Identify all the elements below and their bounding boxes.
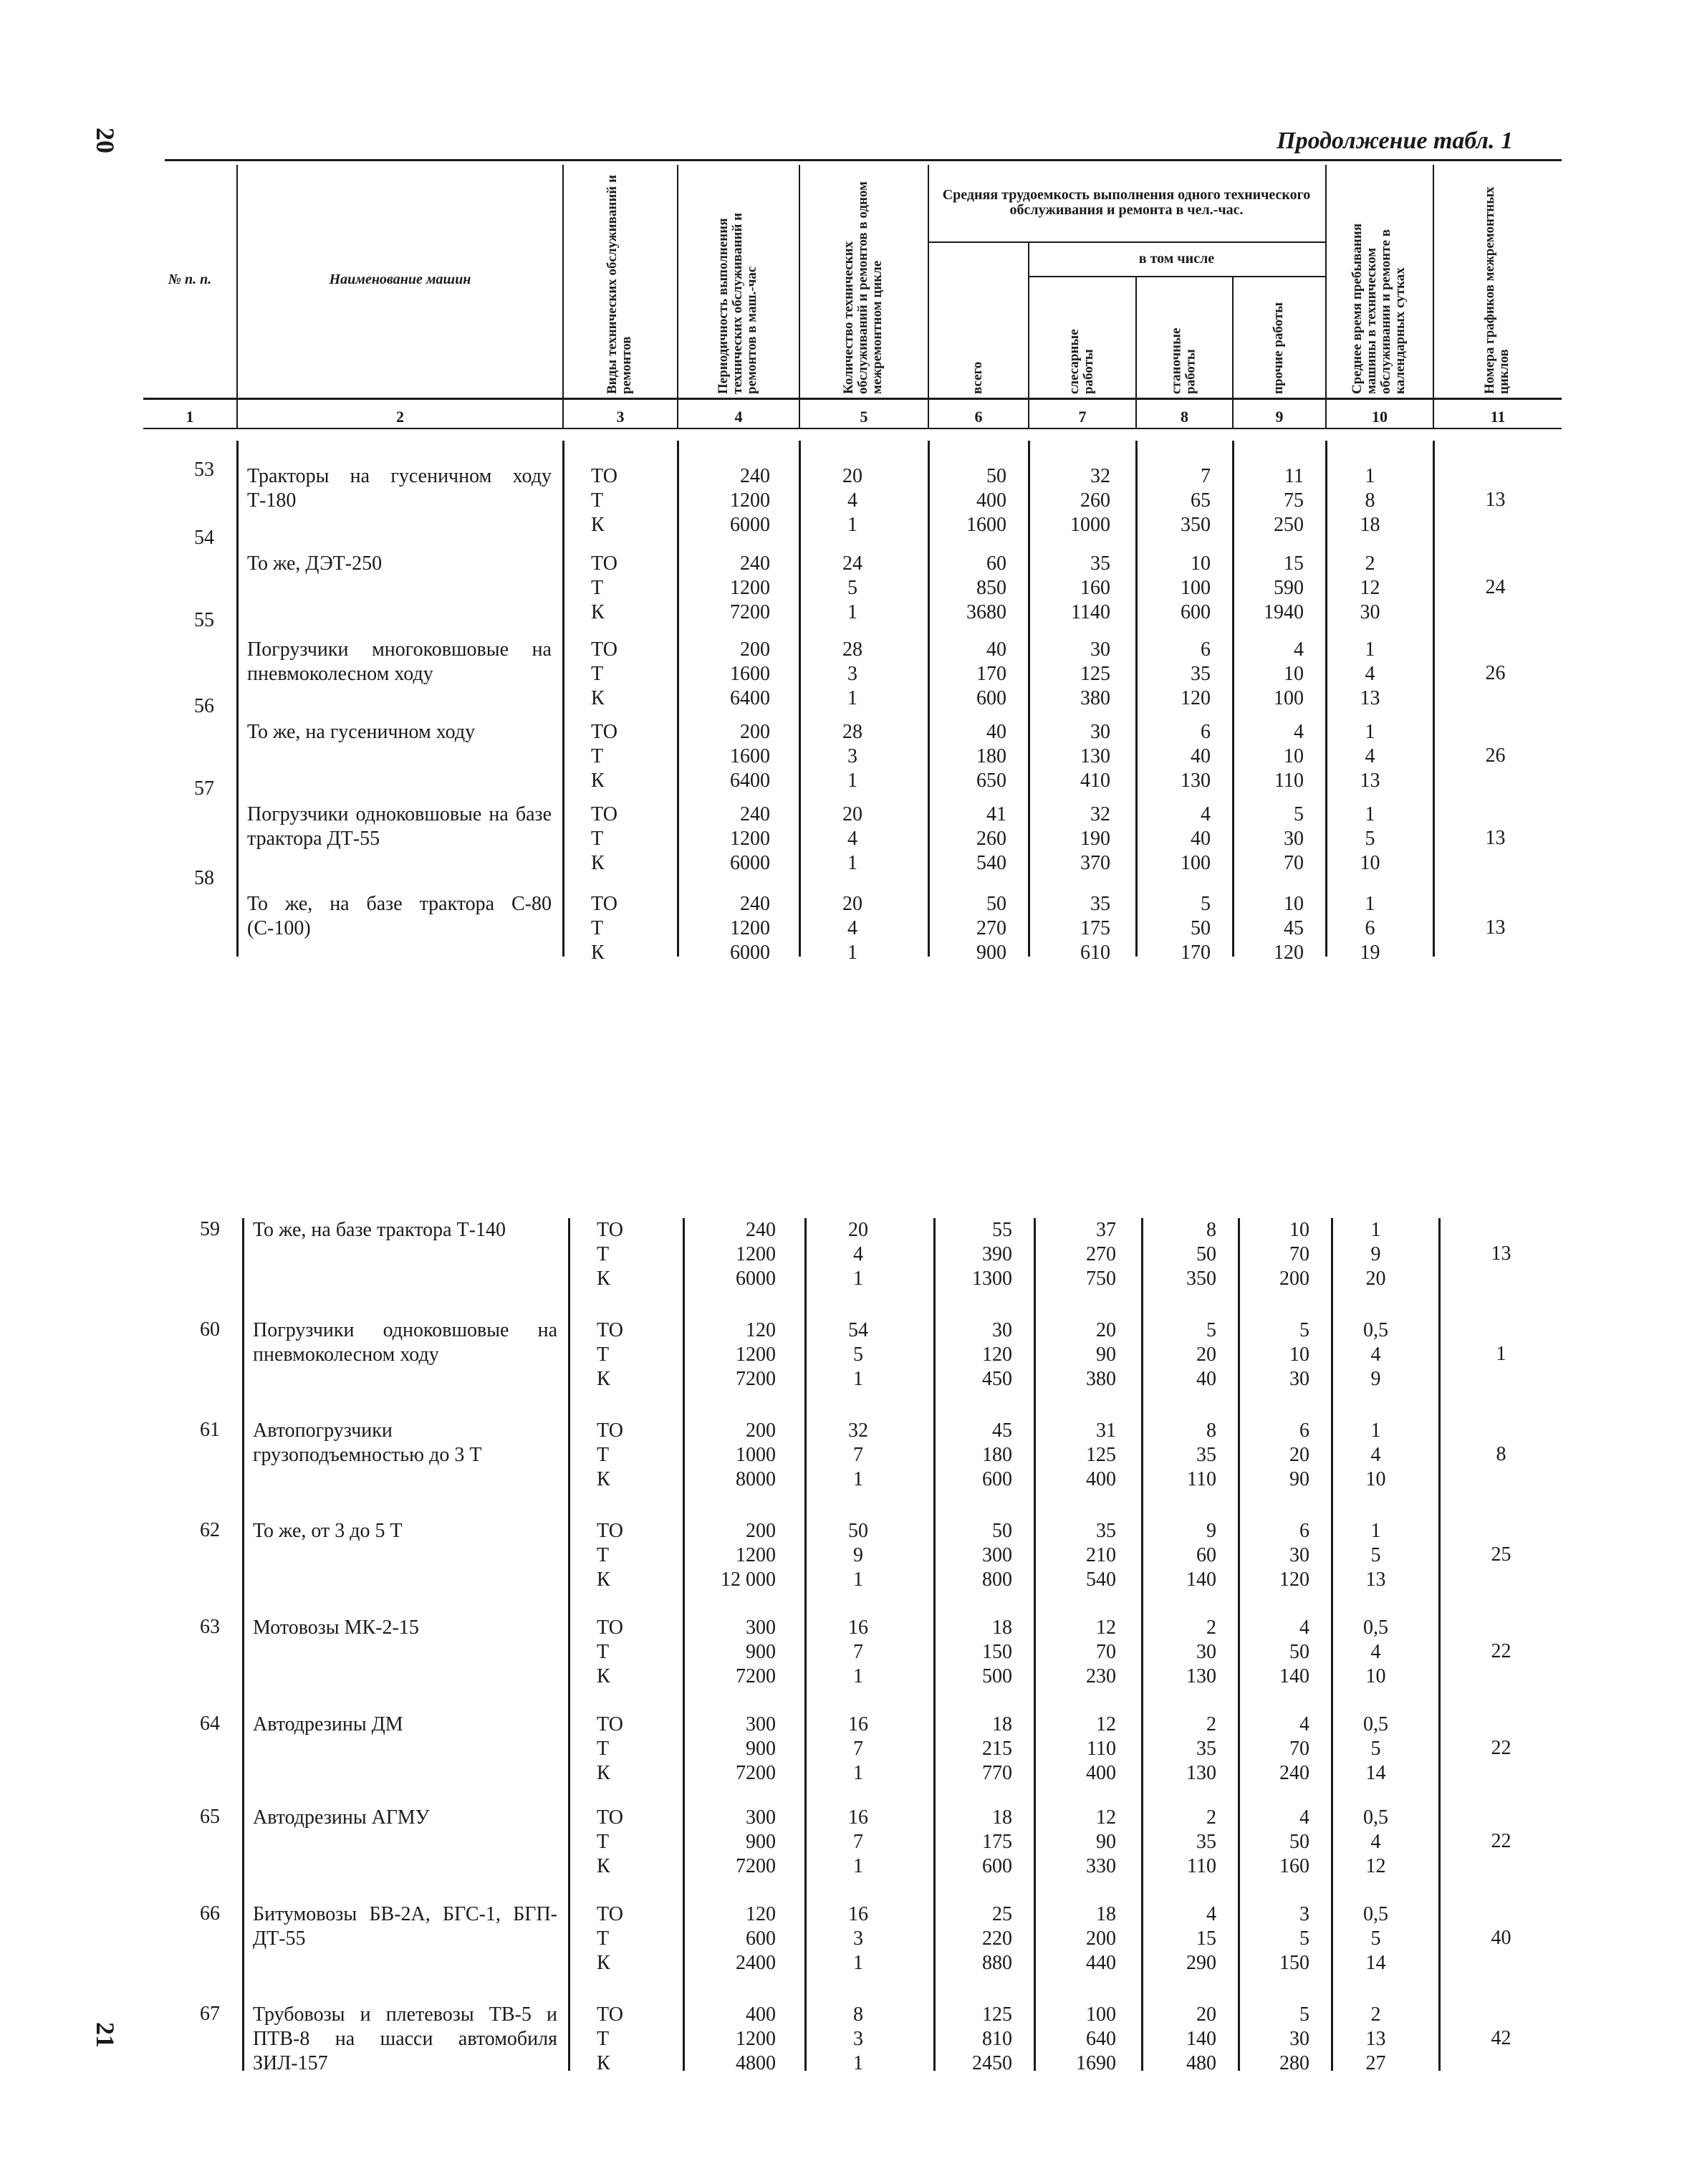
graph-number: 24 [1485,576,1506,598]
cell-c10: 1 8 18 [1360,465,1380,536]
row-number: 61 [200,1419,220,1441]
cell-c6: 50 300 800 [982,1520,1012,1591]
cell-c6: 50 400 1600 [966,465,1006,536]
col-number-5: 5 [860,408,868,426]
body-vline [683,1218,685,2071]
cell-c9: 6 30 120 [1279,1520,1309,1591]
cell-c6: 18 175 600 [982,1806,1012,1877]
cell-c8: 4 15 290 [1186,1903,1216,1974]
cell-c5: 16 3 1 [848,1903,868,1974]
maintenance-kinds: ТО Т К [597,1219,623,1290]
body-vline [1141,1218,1143,2071]
cell-c6: 30 120 450 [982,1319,1012,1390]
graph-number: 22 [1491,1830,1511,1852]
cell-c5: 20 4 1 [842,803,862,874]
cell-c4: 200 1000 8000 [736,1419,776,1490]
cell-c7: 35 175 610 [1080,893,1110,964]
graph-number: 1 [1496,1343,1506,1365]
maintenance-kinds: ТО Т К [591,552,617,623]
machine-name: Автодрезины ДМ [253,1713,403,1735]
cell-c10: 0,5 4 10 [1363,1617,1388,1687]
cell-c7: 30 125 380 [1080,638,1110,709]
cell-c5: 32 7 1 [848,1419,868,1490]
col-number-6: 6 [974,408,983,426]
cell-c7: 37 270 750 [1086,1219,1116,1290]
cell-c9: 4 10 100 [1274,638,1304,709]
page-number-top: 20 [91,128,120,153]
cell-c6: 18 150 500 [982,1617,1012,1687]
header-col-count: Количество технических обслуживаний и ремонтов в одном межремонтном цикле [841,181,885,394]
cell-c4: 200 1200 12 000 [721,1520,776,1591]
cell-c4: 240 1200 7200 [730,552,770,623]
header-col-name: Наименование машин [329,271,471,287]
cell-c9: 15 590 1940 [1264,552,1304,623]
machine-name: Автодрезины АГМУ [253,1806,430,1829]
col-number-1: 1 [186,408,194,426]
cell-c7: 31 125 400 [1086,1419,1116,1490]
row-number: 65 [200,1806,220,1828]
graph-number: 13 [1485,827,1506,849]
machine-name: То же, на гусеничном ходу [247,721,476,743]
cell-c8: 4 40 100 [1181,803,1211,874]
graph-number: 13 [1485,916,1506,939]
hdr-vline [562,165,564,428]
machine-name: Тракторы на гусеничном ходу Т-180 [247,465,552,512]
maintenance-kinds: ТО Т К [597,1806,623,1877]
cell-c9: 10 70 200 [1279,1219,1309,1290]
col-number-3: 3 [616,408,625,426]
hdr-vline [1325,165,1327,428]
machine-name: Погрузчики одноковшовые на базе трактора ДТ-55 [247,803,552,850]
body-vline [933,1218,936,2071]
cell-c5: 8 3 1 [853,2003,863,2074]
cell-c9: 3 5 150 [1279,1903,1309,1974]
cell-c9: 5 30 280 [1279,2003,1309,2074]
graph-number: 13 [1485,489,1506,511]
graph-number: 26 [1485,662,1506,684]
hdr-vline [799,165,800,428]
graph-number: 40 [1491,1927,1511,1949]
header-labor-group: Средняя трудоемкость выполнения одного технического обслуживания и ремонта в чел.-час. [942,187,1311,218]
cell-c4: 300 900 7200 [736,1713,776,1784]
body-vline [1135,441,1138,957]
body-vline [799,441,801,957]
col-number-11: 11 [1490,408,1506,426]
cell-c10: 1 6 19 [1360,893,1380,964]
cell-c5: 28 3 1 [842,721,862,792]
row-number: 60 [200,1318,220,1341]
maintenance-kinds: ТО Т К [597,1903,623,1974]
cell-c8: 9 60 140 [1186,1520,1216,1591]
col-number-9: 9 [1275,408,1284,426]
maintenance-kinds: ТО Т К [597,1319,623,1390]
cell-c5: 24 5 1 [842,552,862,623]
cell-c5: 28 3 1 [842,638,862,709]
machine-name: Погрузчики одноковшовые на пневмоколесном ходу [253,1319,557,1366]
hdr-vline [1028,241,1029,428]
cell-c5: 16 7 1 [848,1806,868,1877]
machine-name: Трубовозы и плетевозы ТВ-5 и ПТВ-8 на шасси автомобиля ЗИЛ-157 [253,2003,557,2074]
machine-name: То же, на базе трактора Т-140 [253,1219,506,1241]
cell-c7: 30 130 410 [1080,721,1110,792]
row-number: 54 [194,527,214,549]
graph-number: 22 [1491,1640,1511,1662]
cell-c6: 18 215 770 [982,1713,1012,1784]
hdr-vline [677,165,678,428]
body-vline [236,441,239,957]
cell-c6: 45 180 600 [982,1419,1012,1490]
header-subgroup: в том числе [1138,250,1215,267]
cell-c8: 5 20 40 [1196,1319,1216,1390]
maintenance-kinds: ТО Т К [591,638,617,709]
col-number-7: 7 [1078,408,1087,426]
page-number-bottom: 21 [91,2022,120,2048]
cell-c9: 4 50 140 [1279,1617,1309,1687]
subgroup-inner-rule [1028,276,1325,277]
cell-c4: 300 900 7200 [736,1617,776,1687]
cell-c5: 16 7 1 [848,1617,868,1687]
body-vline [1238,1218,1240,2071]
maintenance-kinds: ТО Т К [591,803,617,874]
header-col-other: прочие работы [1271,302,1287,394]
cell-c8: 2 35 130 [1186,1713,1216,1784]
cell-c8: 10 100 600 [1181,552,1211,623]
body-vline [242,1218,244,2071]
body-vline [1433,441,1435,957]
body-vline [562,441,564,957]
body-vline [1438,1218,1441,2071]
cell-c10: 1 4 13 [1360,638,1380,709]
machine-name: То же, на базе трактора С-80 (С-100) [247,893,552,939]
cell-c10: 2 12 30 [1360,552,1380,623]
cell-c4: 240 1200 6000 [736,1219,776,1290]
maintenance-kinds: ТО Т К [591,721,617,792]
cell-c5: 20 4 1 [842,893,862,964]
cell-c4: 240 1200 6000 [730,893,770,964]
machine-name: То же, ДЭТ-250 [247,552,383,575]
cell-c8: 6 35 120 [1181,638,1211,709]
cell-c8: 5 50 170 [1181,893,1211,964]
cell-c9: 4 50 160 [1279,1806,1309,1877]
cell-c6: 25 220 880 [982,1903,1012,1974]
cell-c5: 16 7 1 [848,1713,868,1784]
cell-c6: 125 810 2450 [972,2003,1012,2074]
cell-c10: 0,5 5 14 [1363,1903,1388,1974]
cell-c7: 12 70 230 [1086,1617,1116,1687]
maintenance-kinds: ТО Т К [597,1617,623,1687]
cell-c10: 0,5 5 14 [1363,1713,1388,1784]
header-col-kinds: Виды технических обслуживаний и ремонтов [605,175,634,394]
row-number: 67 [200,2003,220,2025]
cell-c4: 300 900 7200 [736,1806,776,1877]
cell-c8: 20 140 480 [1186,2003,1216,2074]
cell-c4: 400 1200 4800 [736,2003,776,2074]
body-vline [804,1218,807,2071]
body-vline [1325,441,1327,957]
cell-c7: 32 260 1000 [1070,465,1110,536]
cell-c9: 11 75 250 [1274,465,1304,536]
cell-c9: 4 10 110 [1274,721,1304,792]
cell-c6: 55 390 1300 [972,1219,1012,1290]
cell-c4: 240 1200 6000 [730,803,770,874]
cell-c8: 7 65 350 [1181,465,1211,536]
cell-c7: 100 640 1690 [1076,2003,1116,2074]
header-bottom-rule [143,398,1562,400]
cell-c9: 5 10 30 [1289,1319,1309,1390]
header-col-total: всего [970,361,986,394]
cell-c5: 54 5 1 [848,1319,868,1390]
cell-c4: 200 1600 6400 [730,721,770,792]
cell-c8: 8 50 350 [1186,1219,1216,1290]
cell-c4: 120 600 2400 [736,1903,776,1974]
graph-number: 25 [1491,1543,1511,1566]
cell-c7: 18 200 440 [1086,1903,1116,1974]
machine-name: Автопогрузчики грузоподъемностью до 3 Т [253,1419,482,1466]
cell-c5: 20 4 1 [848,1219,868,1290]
cell-c10: 1 4 13 [1360,721,1380,792]
col-number-2: 2 [396,408,404,426]
cell-c7: 12 110 400 [1086,1713,1116,1784]
header-col-graph: Номера графиков межремонтных циклов [1482,186,1511,394]
cell-c9: 4 70 240 [1279,1713,1309,1784]
cell-c6: 41 260 540 [976,803,1006,874]
maintenance-kinds: ТО Т К [591,465,617,536]
cell-c6: 60 850 3680 [966,552,1006,623]
cell-c10: 0,5 4 12 [1363,1806,1388,1877]
row-number: 57 [194,777,214,800]
body-vline [1028,441,1030,957]
cell-c8: 8 35 110 [1187,1419,1216,1490]
row-number: 59 [200,1218,220,1240]
cell-c10: 1 5 13 [1365,1520,1386,1591]
cell-c5: 20 4 1 [842,465,862,536]
table-header [143,161,1562,434]
graph-number: 26 [1485,744,1506,767]
cell-c8: 6 40 130 [1181,721,1211,792]
cell-c6: 40 170 600 [976,638,1006,709]
body-vline [928,441,930,957]
header-col-machining: станочные работы [1168,327,1198,394]
table-continuation-caption: Продолжение табл. 1 [1277,128,1513,154]
cell-c7: 35 210 540 [1086,1520,1116,1591]
row-number: 62 [200,1519,220,1541]
cell-c5: 50 9 1 [848,1520,868,1591]
cell-c4: 240 1200 6000 [730,465,770,536]
cell-c9: 10 45 120 [1274,893,1304,964]
row-number: 56 [194,695,214,717]
body-vline [1331,1218,1333,2071]
cell-c10: 1 9 20 [1365,1219,1386,1290]
cell-c10: 2 13 27 [1365,2003,1386,2074]
graph-number: 42 [1491,2027,1511,2049]
graph-number: 22 [1491,1737,1511,1759]
row-number: 64 [200,1713,220,1735]
maintenance-kinds: ТО Т К [597,1713,623,1784]
cell-c8: 2 35 110 [1187,1806,1216,1877]
cell-c8: 2 30 130 [1186,1617,1216,1687]
maintenance-kinds: ТО Т К [597,1419,623,1490]
col-number-10: 10 [1372,408,1388,426]
body-vline [677,441,679,957]
col-number-8: 8 [1181,408,1188,426]
body-vline [1232,441,1234,957]
body-vline [1034,1218,1036,2071]
graph-number: 13 [1491,1242,1511,1265]
cell-c4: 200 1600 6400 [730,638,770,709]
cell-c7: 12 90 330 [1086,1806,1116,1877]
row-number: 66 [200,1902,220,1925]
maintenance-kinds: ТО Т К [597,2003,623,2074]
cell-c10: 1 4 10 [1365,1419,1386,1490]
row-number: 58 [194,867,214,889]
machine-name: Битумовозы БВ-2А, БГС-1, БГП-ДТ-55 [253,1903,557,1950]
cell-c7: 32 190 370 [1080,803,1110,874]
row-number: 55 [194,609,214,631]
cell-c4: 120 1200 7200 [736,1319,776,1390]
maintenance-kinds: ТО Т К [597,1520,623,1591]
cell-c7: 35 160 1140 [1071,552,1110,623]
cell-c6: 40 180 650 [976,721,1006,792]
header-col-fitting: слесарные работы [1067,329,1096,394]
cell-c9: 6 20 90 [1289,1419,1309,1490]
machine-name: Погрузчики многоковшовые на пневмоколесном ходу [247,638,552,685]
graph-number: 8 [1496,1443,1506,1465]
row-number: 63 [200,1616,220,1638]
cell-c6: 50 270 900 [976,893,1006,964]
cell-c7: 20 90 380 [1086,1319,1116,1390]
header-col-downtime: Среднее время пребывания машины в техническом обслуживании и ремонте в календарных сутках [1350,223,1408,394]
header-col-periodicity: Периодичность выполнения технических обслуживаний и ремонтов в маш.-час [716,212,759,394]
maintenance-kinds: ТО Т К [591,893,617,964]
body-vline [568,1218,570,2071]
hdr-vline [928,165,929,428]
hdr-vline [1433,165,1434,428]
machine-name: То же, от 3 до 5 Т [253,1520,403,1542]
row-number: 53 [194,459,214,481]
machine-name: Мотовозы МК-2-15 [253,1617,419,1639]
header-col-number: № п. п. [168,271,212,287]
cell-c10: 1 5 10 [1360,803,1380,874]
col-number-4: 4 [734,408,743,426]
cell-c9: 5 30 70 [1284,803,1304,874]
cell-c10: 0,5 4 9 [1363,1319,1388,1390]
